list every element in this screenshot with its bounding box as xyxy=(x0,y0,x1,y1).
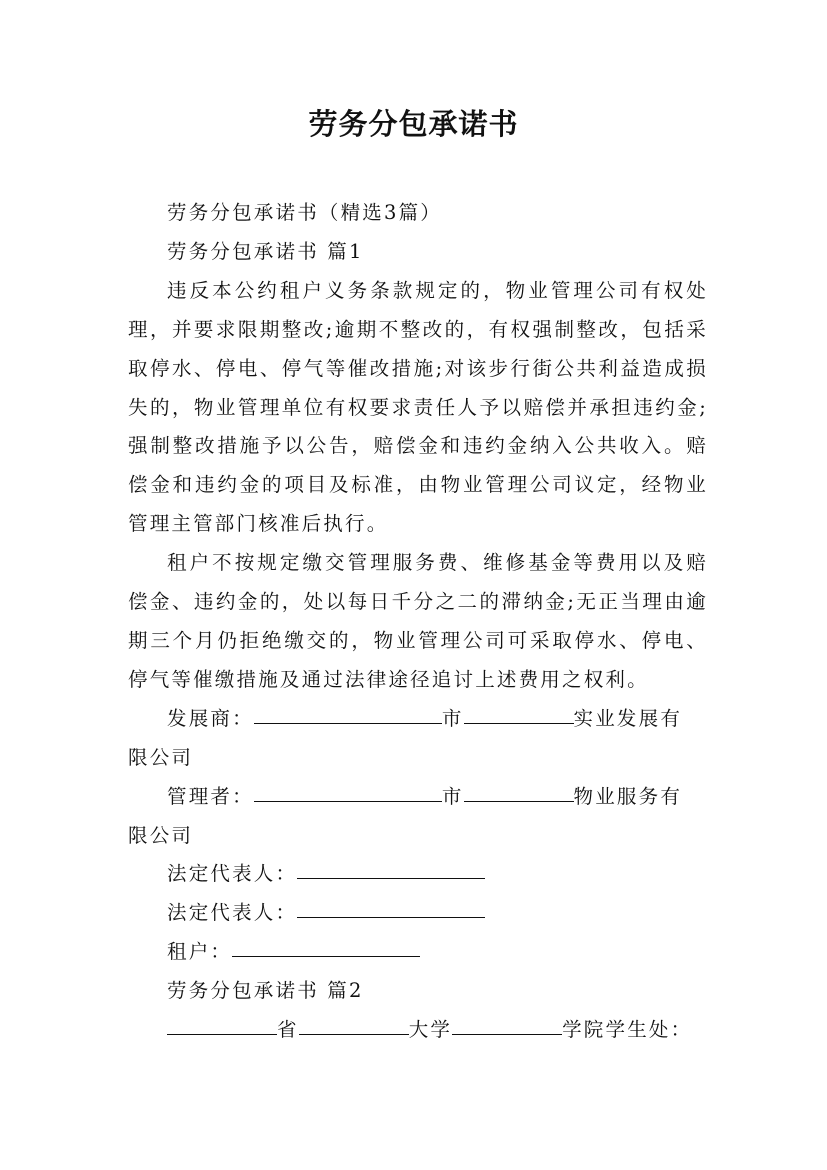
address-line xyxy=(128,1011,708,1050)
tenant-line xyxy=(128,933,708,972)
developer-city-label: 市 xyxy=(441,706,464,730)
manager-suffix-1: 物业服务有 xyxy=(573,784,683,808)
section-heading-1: 劳务分包承诺书 篇1 xyxy=(167,239,364,263)
developer-city-blank xyxy=(464,722,574,724)
paragraph-2: 租户不按规定缴交管理服务费、维修基金等费用以及赔偿金、违约金的，处以每日千分之二的滞纳金;无正当理由逾期三个月仍拒绝缴交的，物业管理公司可采取停水、停电、停气等催缴措施及通过法律途径追讨上述费用之权利。 xyxy=(128,551,708,691)
legal-rep-line-2 xyxy=(128,894,708,933)
manager-city-label: 市 xyxy=(441,784,464,808)
legal-rep-line-1 xyxy=(128,855,708,894)
manager-label: 管理者： xyxy=(167,784,254,808)
university-label: 大学 xyxy=(408,1018,453,1042)
paragraph-1: 违反本公约租户义务条款规定的，物业管理公司有权处理，并要求限期整改;逾期不整改的，有权强制整改，包括采取停水、停电、停气等催改措施;对该步行街公共利益造成损失的，物业管理单位有权要求责任人予以赔偿并承担违约金;强制整改措施予以公告，赔偿金和违约金纳入公共收入。赔偿金和违约金的项目及标准，由物业管理公司议定，经物业管理主管部门核准后执行。 xyxy=(128,278,708,536)
developer-line xyxy=(128,700,708,739)
manager-city-blank xyxy=(464,800,574,802)
manager-name-blank xyxy=(254,800,442,802)
legal-rep-label-2: 法定代表人： xyxy=(167,901,298,925)
university-blank xyxy=(299,1033,409,1035)
province-label: 省 xyxy=(277,1018,299,1042)
developer-suffix-1: 实业发展有 xyxy=(573,706,683,730)
college-blank xyxy=(452,1033,562,1035)
legal-rep-blank-2 xyxy=(297,916,485,918)
intro-line: 劳务分包承诺书（精选3篇） xyxy=(167,201,443,224)
manager-suffix-2: 限公司 xyxy=(128,823,194,847)
developer-label: 发展商： xyxy=(167,706,254,730)
manager-line xyxy=(128,778,708,817)
province-blank xyxy=(167,1033,277,1035)
tenant-label: 租户： xyxy=(167,940,233,964)
legal-rep-label-1: 法定代表人： xyxy=(167,862,298,886)
office-label: 学院学生处： xyxy=(562,1018,693,1042)
developer-suffix-2: 限公司 xyxy=(128,745,194,769)
legal-rep-blank-1 xyxy=(297,877,485,879)
document-title: 劳务分包承诺书 xyxy=(308,107,519,141)
tenant-blank xyxy=(232,955,420,957)
document-body xyxy=(128,194,708,1050)
section-heading-2: 劳务分包承诺书 篇2 xyxy=(167,979,364,1003)
developer-name-blank xyxy=(254,722,442,724)
